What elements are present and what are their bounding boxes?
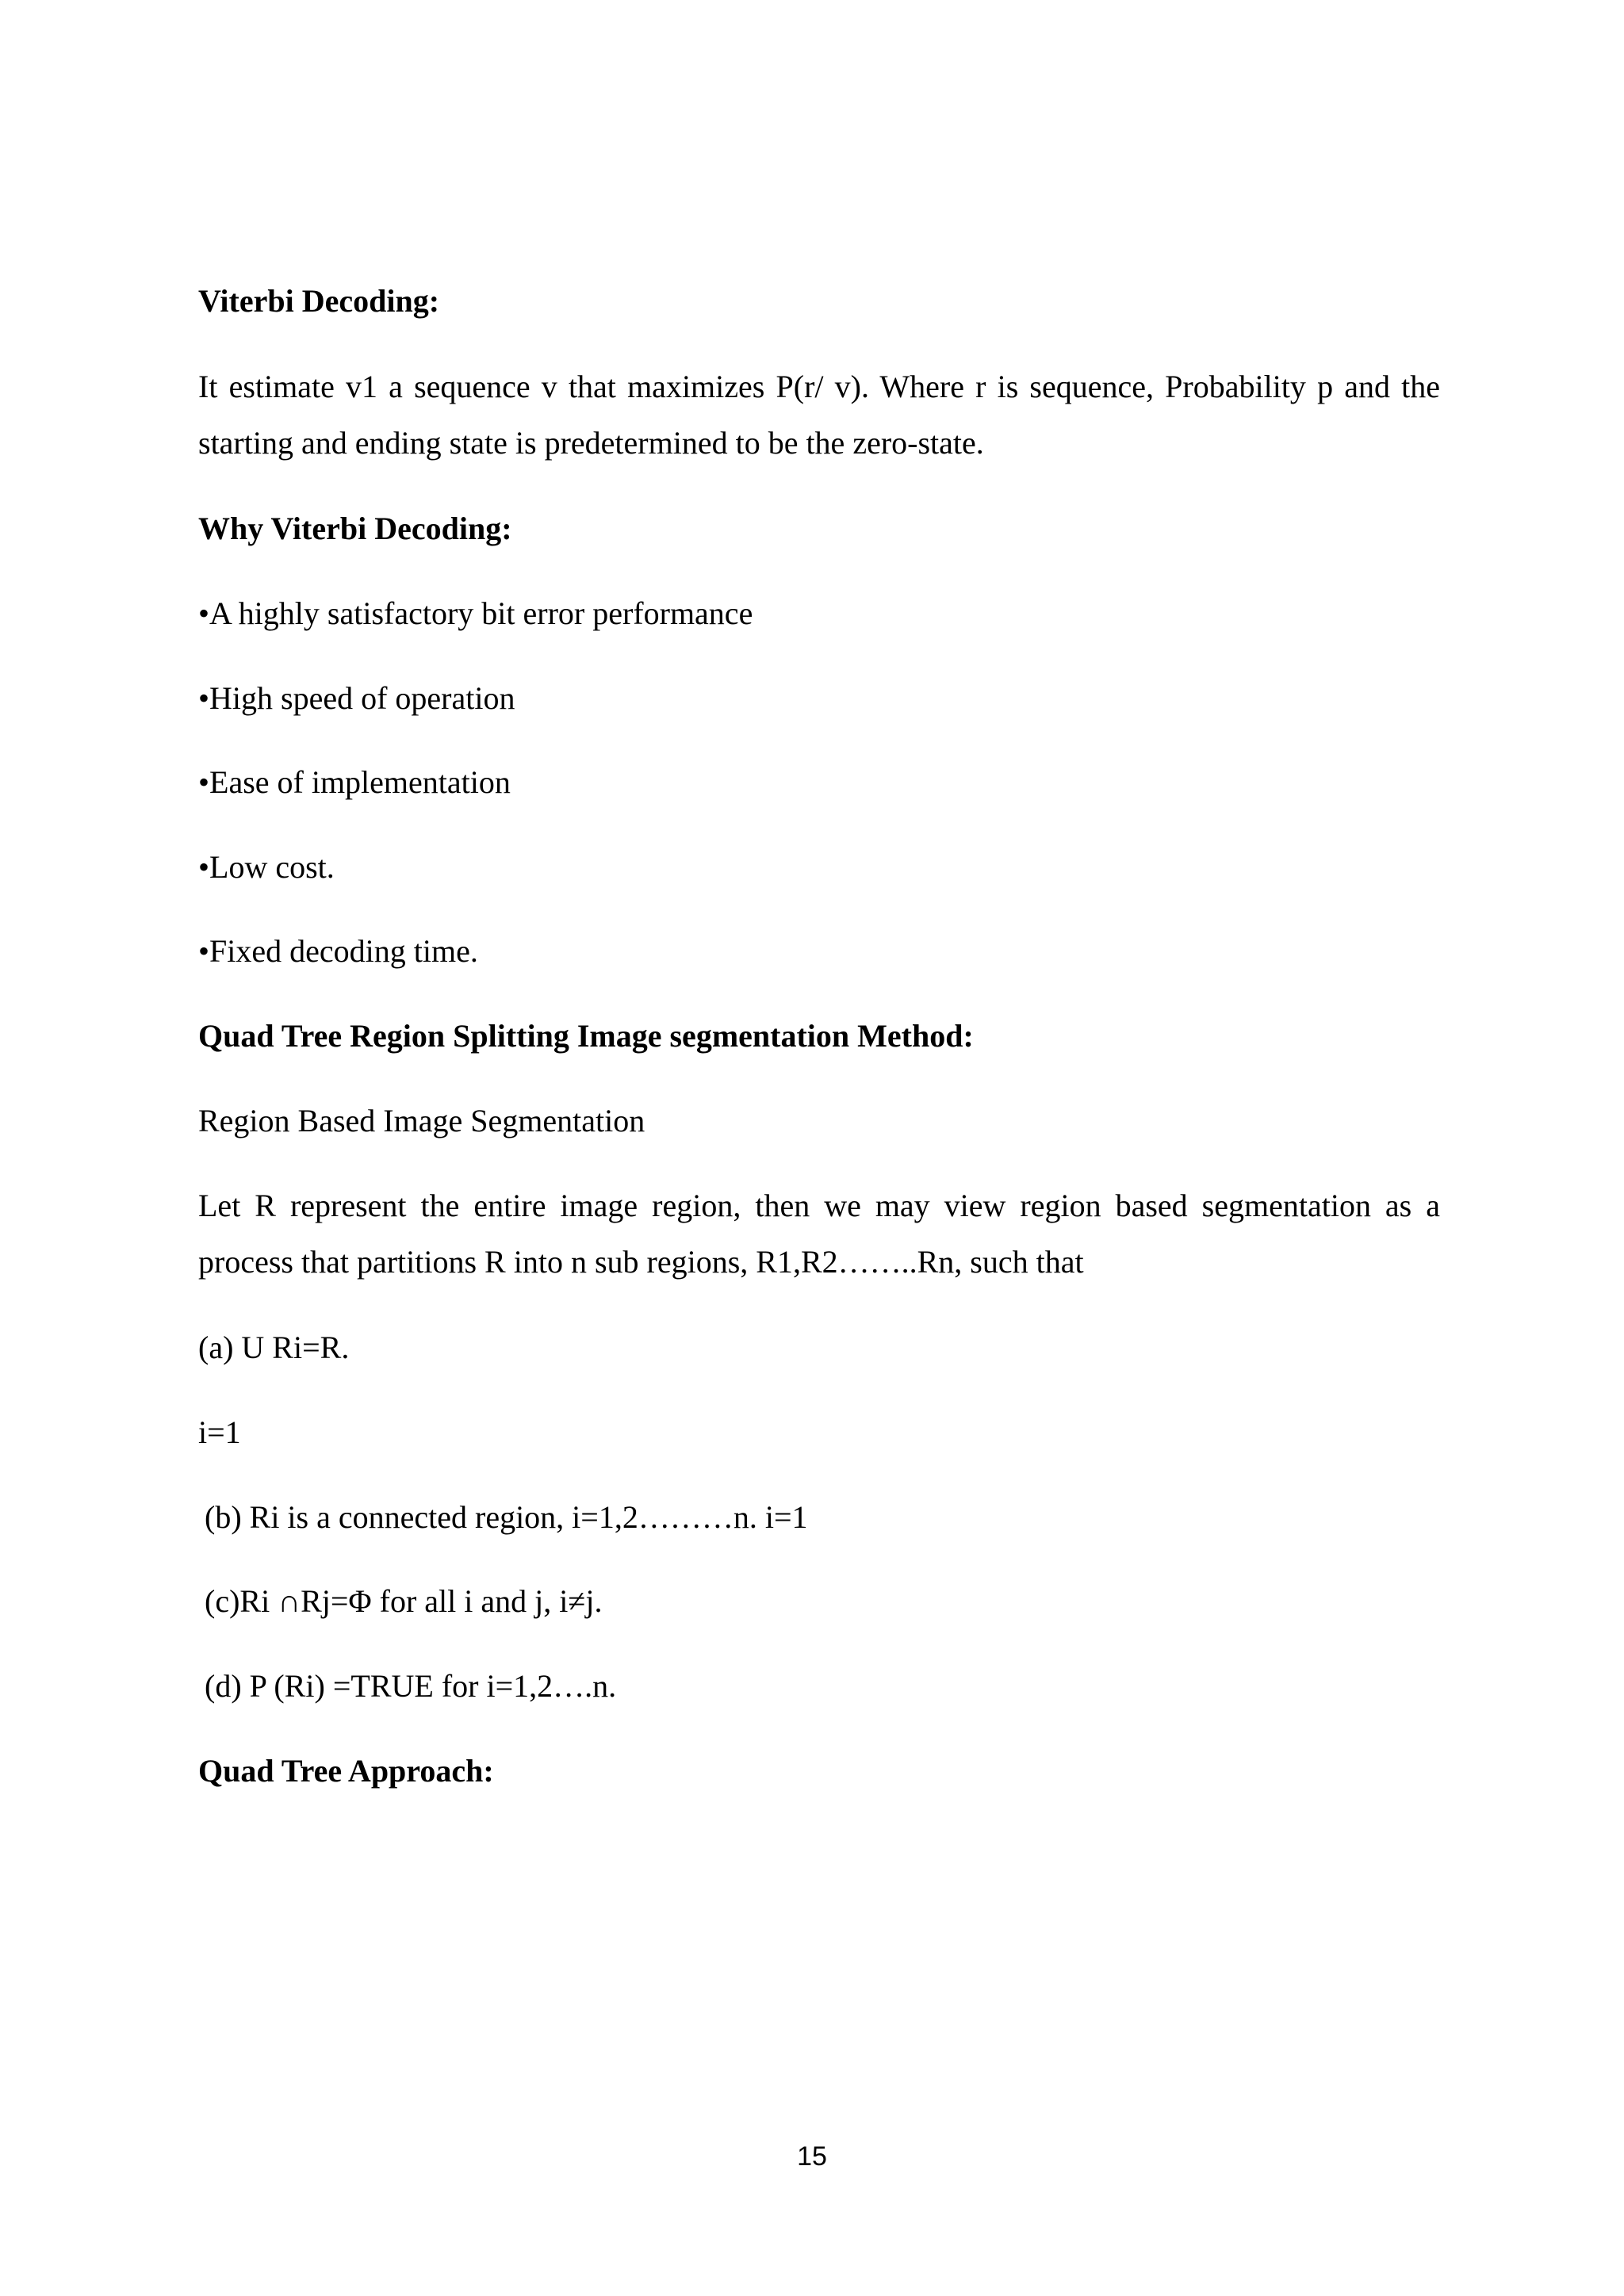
- condition-d: (d) P (Ri) =TRUE for i=1,2….n.: [205, 1668, 617, 1704]
- section-heading-viterbi-decoding: Viterbi Decoding:: [198, 283, 440, 319]
- bullet-item: •A highly satisfactory bit error performance: [198, 595, 753, 631]
- condition-c: (c)Ri ∩Rj=Φ for all i and j, i≠j.: [205, 1583, 603, 1619]
- page-number: 15: [797, 2141, 827, 2172]
- section-heading-quad-tree-region-splitting: Quad Tree Region Splitting Image segmentation Method:: [198, 1018, 974, 1054]
- section-heading-why-viterbi-decoding: Why Viterbi Decoding:: [198, 511, 512, 546]
- condition-b: (b) Ri is a connected region, i=1,2………n. i=1: [205, 1499, 808, 1535]
- condition-a: (a) U Ri=R.: [198, 1330, 350, 1365]
- bullet-item: •Low cost.: [198, 849, 335, 885]
- paragraph-line: process that partitions R into n sub regions, R1,R2……..Rn, such that: [198, 1244, 1084, 1280]
- subheading-region-based-segmentation: Region Based Image Segmentation: [198, 1103, 645, 1138]
- paragraph-line: starting and ending state is predetermined to be the zero-state.: [198, 425, 984, 461]
- condition-a-index: i=1: [198, 1414, 241, 1450]
- bullet-item: •High speed of operation: [198, 680, 515, 716]
- paragraph-line: It estimate v1 a sequence v that maximizes P(r/ v). Where r is sequence, Probability p and the: [198, 369, 1440, 404]
- bullet-item: •Ease of implementation: [198, 764, 511, 800]
- bullet-item: •Fixed decoding time.: [198, 933, 478, 969]
- paragraph-line: Let R represent the entire image region, then we may view region based segmentation as a: [198, 1188, 1440, 1223]
- section-heading-quad-tree-approach: Quad Tree Approach:: [198, 1753, 494, 1789]
